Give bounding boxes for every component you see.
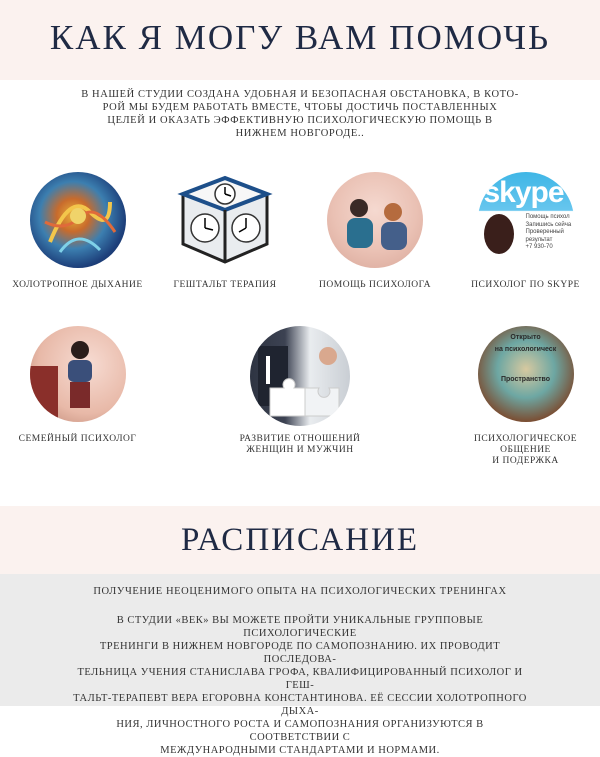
- schedule-description: [70, 614, 530, 757]
- promo-line: Помощь психол: [525, 214, 570, 220]
- body-line: МЕЖДУНАРОДНЫМИ СТАНДАРТАМИ И НОРМАМИ.: [160, 745, 440, 756]
- intro-line: НИЖНЕМ НОВГОРОДЕ..: [235, 128, 365, 139]
- puzzle-icon: [250, 326, 350, 426]
- caption-line: Открыто: [510, 334, 541, 341]
- intro-text: [60, 88, 540, 140]
- service-relationships[interactable]: [220, 326, 380, 456]
- skype-image[interactable]: [478, 172, 574, 268]
- schedule-subtitle: ПОЛУЧЕНИЕ НЕОЦЕНИМОГО ОПЫТА НА ПСИХОЛОГИЧЕСКИХ ТРЕНИНГАХ: [93, 586, 507, 597]
- service-label[interactable]: ХОЛОТРОПНОЕ ДЫХАНИЕ: [12, 280, 143, 290]
- service-gestalt[interactable]: [165, 172, 285, 291]
- holotropic-image[interactable]: [30, 172, 126, 268]
- service-support[interactable]: [458, 326, 593, 467]
- holotropic-art: [30, 172, 126, 268]
- service-label[interactable]: СЕМЕЙНЫЙ ПСИХОЛОГ: [18, 434, 137, 444]
- caption-line: на психологическ: [494, 346, 557, 353]
- body-line: ТРЕНИНГИ В НИЖНЕМ НОВГОРОДЕ ПО САМОПОЗНАНИЮ. ИХ ПРОВОДИТ ПОСЛЕДОВА-: [99, 641, 501, 665]
- label-line: ЖЕНЩИН И МУЖЧИН: [246, 445, 354, 455]
- relationships-image[interactable]: [250, 326, 350, 426]
- gestalt-image[interactable]: [175, 172, 275, 268]
- service-label[interactable]: ПСИХОЛОГ ПО SKYPE: [471, 280, 580, 290]
- service-label[interactable]: ПОМОЩЬ ПСИХОЛОГА: [319, 280, 431, 290]
- promo-line: +7 930-70: [525, 244, 553, 250]
- clock-cube-icon: [175, 172, 275, 268]
- support-image[interactable]: [478, 326, 574, 422]
- service-holotropic[interactable]: [10, 172, 145, 291]
- intro-line: ЦЕЛЕЙ И ОКАЗАТЬ ЭФФЕКТИВНУЮ ПСИХОЛОГИЧЕСКУЮ ПОМОЩЬ В: [107, 115, 493, 126]
- service-label[interactable]: [220, 434, 380, 456]
- service-label[interactable]: [458, 434, 593, 467]
- promo-line: Проверенный: [525, 229, 564, 235]
- promo-line: Запишись сейча: [525, 221, 572, 228]
- consultation-art: [327, 172, 423, 268]
- psychologist-help-image[interactable]: [327, 172, 423, 268]
- support-image-caption: [478, 332, 574, 386]
- service-family[interactable]: [10, 326, 145, 445]
- promo-line: результат: [525, 236, 553, 243]
- label-line: РАЗВИТИЕ ОТНОШЕНИЙ: [239, 434, 361, 444]
- service-skype[interactable]: [458, 172, 593, 291]
- family-session-art: [30, 326, 126, 422]
- intro-line: В НАШЕЙ СТУДИИ СОЗДАНА УДОБНАЯ И БЕЗОПАСНАЯ ОБСТАНОВКА, В КОТО-: [81, 89, 519, 100]
- avatar: [484, 214, 514, 254]
- skype-promo: [526, 214, 572, 252]
- body-line: ТЕЛЬНИЦА УЧЕНИЯ СТАНИСЛАВА ГРОФА, КВАЛИФИЦИРОВАННЫЙ ПСИХОЛОГ И ГЕШ-: [77, 667, 523, 691]
- body-line: НИЯ, ЛИЧНОСТНОГО РОСТА И САМОПОЗНАНИЯ ОРГАНИЗУЮТСЯ В СООТВЕТСТВИИ С: [116, 719, 484, 743]
- service-label[interactable]: ГЕШТАЛЬТ ТЕРАПИЯ: [173, 280, 277, 290]
- label-line: ОБЩЕНИЕ: [500, 445, 551, 455]
- family-image[interactable]: [30, 326, 126, 422]
- service-psychologist-help[interactable]: [305, 172, 445, 291]
- body-line: В СТУДИИ «ВЕК» ВЫ МОЖЕТЕ ПРОЙТИ УНИКАЛЬНЫЕ ГРУППОВЫЕ ПСИХОЛОГИЧЕСКИЕ: [116, 615, 484, 639]
- body-line: ТАЛЬТ-ТЕРАПЕВТ ВЕРА ЕГОРОВНА КОНСТАНТИНОВА. ЕЁ СЕССИИ ХОЛОТРОПНОГО ДЫХА-: [73, 693, 527, 717]
- schedule-title: РАСПИСАНИЕ: [180, 522, 419, 558]
- page-title: КАК Я МОГУ ВАМ ПОМОЧЬ: [49, 18, 551, 57]
- caption-line: Пространство: [500, 376, 551, 383]
- label-line: ПСИХОЛОГИЧЕСКОЕ: [473, 434, 578, 444]
- label-line: И ПОДЕРЖКА: [492, 456, 559, 466]
- intro-line: РОЙ МЫ БУДЕМ РАБОТАТЬ ВМЕСТЕ, ЧТОБЫ ДОСТИЧЬ ПОСТАВЛЕННЫХ: [102, 102, 498, 113]
- skype-logo: skype: [483, 176, 564, 209]
